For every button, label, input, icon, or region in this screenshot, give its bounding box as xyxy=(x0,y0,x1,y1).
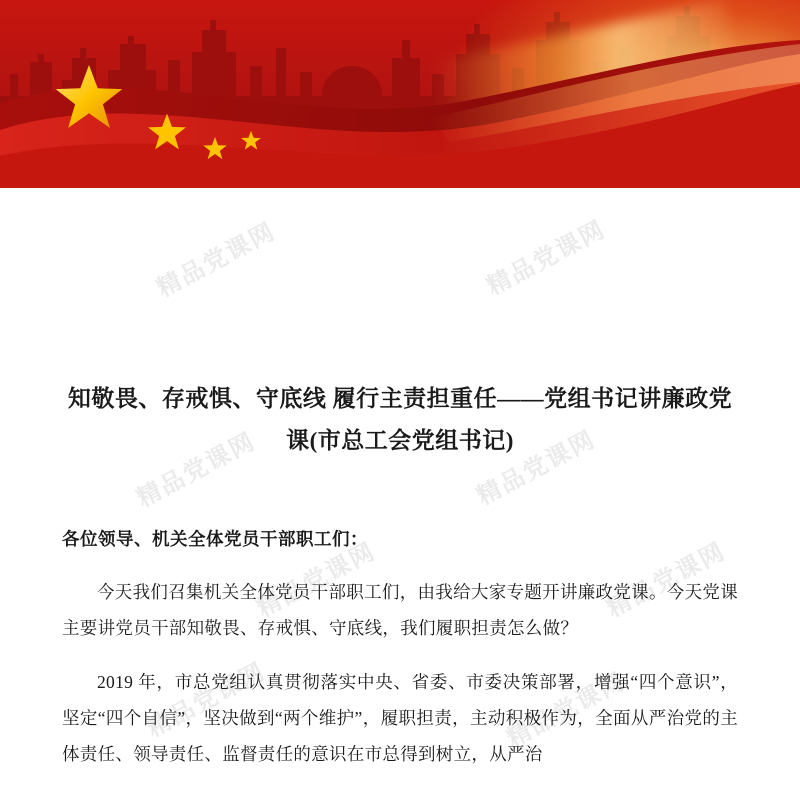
watermark: 精品党课网 xyxy=(252,537,381,623)
watermark: 精品党课网 xyxy=(142,657,271,743)
star-small-2-icon xyxy=(240,130,262,152)
salutation: 各位领导、机关全体党员干部职工们： xyxy=(62,529,368,549)
star-small-1-icon xyxy=(202,136,228,162)
watermark: 精品党课网 xyxy=(152,217,281,303)
page-title: 知敬畏、存戒惧、守底线 履行主责担重任——党组书记讲廉政党课(市总工会党组书记) xyxy=(67,386,733,453)
watermark: 精品党课网 xyxy=(482,215,611,301)
paragraph-2: 2019 年，市总党组认真贯彻落实中央、省委、市委决策部署，增强“四个意识”，坚定“四个自信”，坚决做到“两个维护”，履职担责，主动积极作为，全面从严治党的主体责任、领导责任、监督责任的意识在市总得到树立，从严治 xyxy=(62,672,738,764)
watermark: 精品党课网 xyxy=(502,667,631,753)
document-body xyxy=(0,188,800,772)
star-medium-icon xyxy=(146,112,188,154)
page-banner xyxy=(0,0,800,188)
watermark: 精品党课网 xyxy=(132,427,261,513)
paragraph-1: 今天我们召集机关全体党员干部职工们，由我给大家专题开讲廉政党课。今天党课主要讲党员干部知敬畏、存戒惧、守底线，我们履职担责怎么做？ xyxy=(62,582,738,638)
watermark: 精品党课网 xyxy=(602,537,731,623)
star-large-icon xyxy=(52,62,126,136)
watermark: 精品党课网 xyxy=(472,425,601,511)
